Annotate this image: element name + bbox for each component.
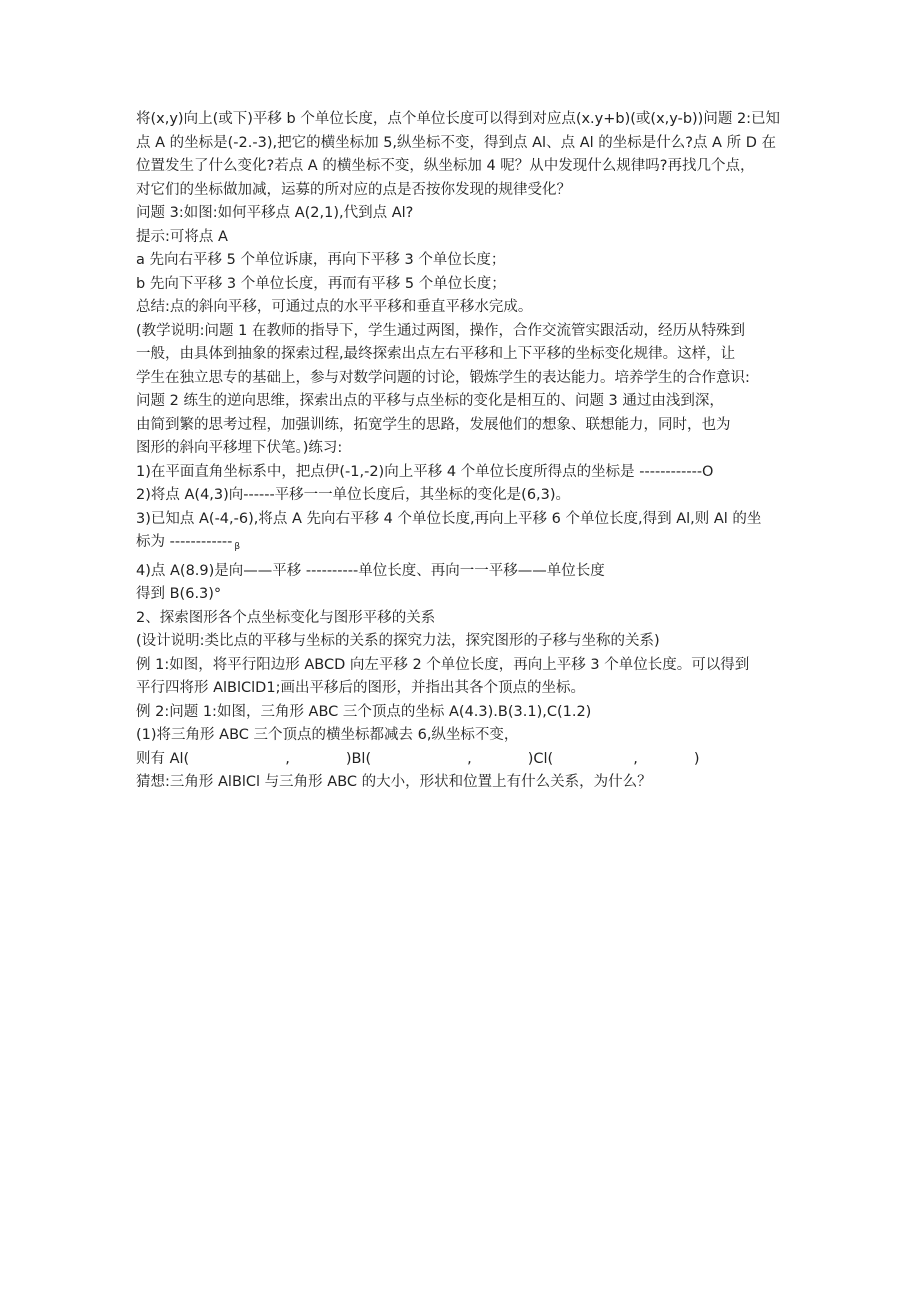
example-1: 例 1:如图，将平行阳边形 ABCD 向左平移 2 个单位长度，再向上平移 3 个单位长度。可以得到 xyxy=(136,656,750,673)
teaching-note-line: 学生在独立思专的基础上，参与对数学问题的讨论，锻炼学生的表达能力。培养学生的合作意识: xyxy=(136,369,750,386)
teaching-note-line: 问题 2 练生的逆向思维，探索出点的平移与点坐标的变化是相互的、问题 3 通过由浅到深， xyxy=(136,393,724,409)
section-2-heading: 2、探索图形各个点坐标变化与图形平移的关系 xyxy=(136,609,436,626)
comma: , xyxy=(285,750,290,767)
example-2: 例 2:问题 1:如图，三角形 ABC 三个顶点的坐标 A(4.3).B(3.1),C(1.2) xyxy=(136,703,592,720)
summary: 总结:点的斜向平移，可通过点的水平平移和垂直平移水完成。 xyxy=(136,299,533,315)
answer-end: ) xyxy=(693,750,700,767)
option-a: a 先向右平移 5 个单位诉康，再向下平移 3 个单位长度； xyxy=(136,252,506,268)
exercise-4: 4)点 A(8.9)是向——平移 ----------单位长度、再向一一平移——单位长度 xyxy=(136,562,605,579)
comma: , xyxy=(633,750,638,767)
comma: , xyxy=(467,750,472,767)
document-body xyxy=(136,108,796,795)
option-b: b 先向下平移 3 个单位长度，再而有平移 5 个单位长度； xyxy=(136,275,506,292)
text-line: 对它们的坐标做加减，运募的所对应的点是否按你发现的规律受化？ xyxy=(136,181,571,198)
exercise-3-sub: β xyxy=(234,542,241,552)
example-1-cont: 平行四将形 AlBlClD1;画出平移后的图形，并指出其各个顶点的坐标。 xyxy=(136,680,585,696)
answer-c: )Cl( xyxy=(527,750,554,767)
text-line: 将(x,y)向上(或下)平移 b 个单位长度，点个单位长度可以得到对应点(x.y+b)(或(x,y-b))问题 2:已知 xyxy=(136,111,781,127)
example-2-part-1: (1)将三角形 ABC 三个顶点的横坐标都减去 6,纵坐标不变， xyxy=(136,727,519,743)
exercise-1: 1)在平面直角坐标系中，把点伊(-1,-2)向上平移 4 个单位长度所得点的坐标是 ------------O xyxy=(136,463,714,480)
exercise-2: 2)将点 A(4,3)向------平移一一单位长度后，其坐标的变化是(6,3)。 xyxy=(136,487,571,503)
exercise-3-text: 标为 ------------ xyxy=(136,534,233,550)
text-line: 点 A 的坐标是(-2.-3),把它的横坐标加 5,纵坐标不变，得到点 Al、点 Al 的坐标是什么?点 A 所 D 在 xyxy=(136,134,776,151)
hint: 提示:可将点 A xyxy=(136,228,228,245)
text-line: 位置发生了什么变化?若点 A 的横坐标不变，纵坐标加 4 呢？从中发现什么规律吗?再找几个点， xyxy=(136,158,755,174)
teaching-note-line: 一般，由具体到抽象的探索过程,最终探索出点左右平移和上下平移的坐标变化规律。这样，让 xyxy=(136,346,736,362)
exercise-4-cont: 得到 B(6.3)° xyxy=(136,586,222,602)
design-note: (设计说明:类比点的平移与坐标的关系的探究力法，探究图形的子移与坐称的关系) xyxy=(136,633,660,649)
exercise-3: 3)已知点 A(-4,-6),将点 A 先向右平移 4 个单位长度,再向上平移 6 个单位长度,得到 Al,则 Al 的坐 xyxy=(136,510,762,527)
teaching-note-line: 由简到繁的思考过程，加强训练，拓宽学生的思路，发展他们的想象、联想能力，同时，也为 xyxy=(136,416,731,433)
exercise-3-cont xyxy=(136,531,796,560)
answer-b: )Bl( xyxy=(345,750,372,767)
teaching-note-line: (教学说明:问题 1 在教师的指导下，学生通过两图，操作，合作交流管实跟活动，经历从特殊到 xyxy=(136,322,745,339)
answer-lead: 则有 Al( xyxy=(136,750,190,767)
question-3: 问题 3:如图:如何平移点 A(2,1),代到点 Al? xyxy=(136,205,414,221)
answer-blanks xyxy=(136,748,796,772)
teaching-note-line: 图形的斜向平移埋下伏笔。)练习: xyxy=(136,440,343,456)
conjecture: 猜想:三角形 AlBlCl 与三角形 ABC 的大小，形状和位置上有什么关系，为什么？ xyxy=(136,774,652,790)
